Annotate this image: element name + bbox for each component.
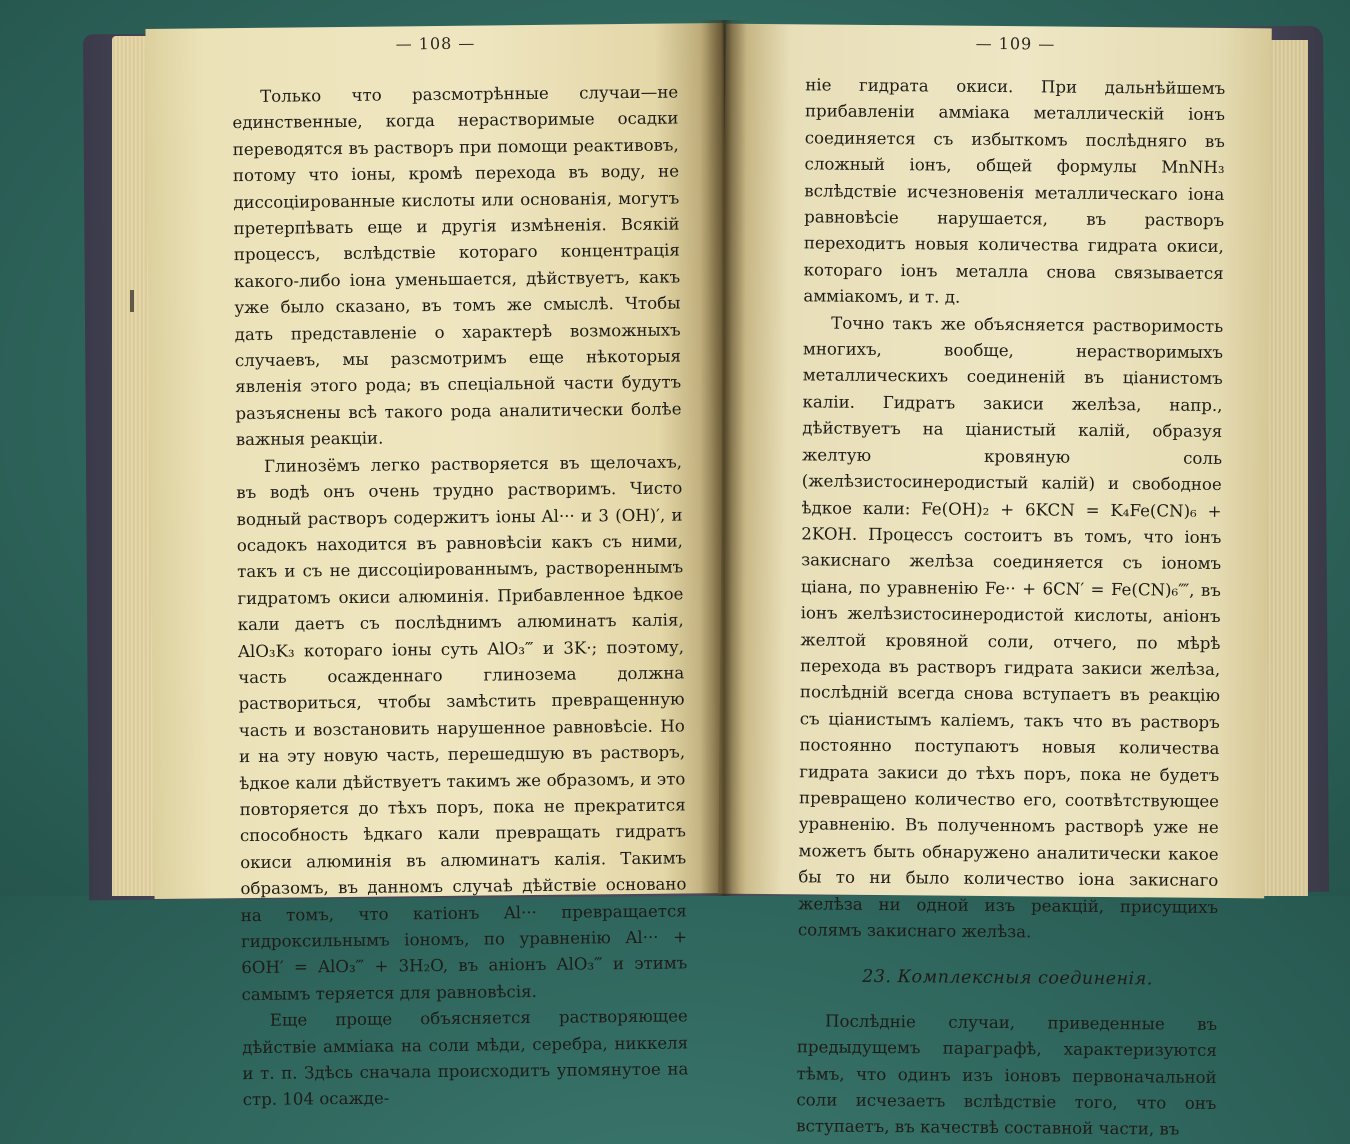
right-paragraph-1: ніе гидрата окиси. При дальнѣйшемъ прибавленіи аммiака металлическій іонъ соединяется съ избыткомъ послѣдняго въ сложный іонъ, общей формулы MnNH₃ вслѣдствіе исчезновенія металлическаго іона равновѣсіе нарушается, въ растворъ переходитъ новыя количества гидрата окиси, котораго іонъ металла снова связывается аммiакомъ, и т. д. [803, 75, 1226, 307]
left-paragraph-3: Еще проще объясняется растворяющее дѣйствіе аммiака на соли мѣди, серебра, никкеля и т. п. Здѣсь сначала происходитъ упомянутое на стр. 104 осажде- [242, 1006, 689, 1110]
right-paragraph-3: Послѣдніе случаи, приведенные въ предыдущемъ параграфѣ, характеризуются тѣмъ, что одинъ изъ іоновъ первоначальной соли исчезаетъ вслѣдствіе того, что онъ вступаетъ, въ качествѣ составной части, въ [796, 1011, 1218, 1140]
margin-mark [130, 290, 134, 312]
left-page-text [232, 79, 689, 1113]
left-page [145, 23, 732, 1110]
right-paragraph-2: Точно такъ же объясняется растворимость многихъ, вообще, нерастворимыхъ металлическихъ соединеній въ ціанистомъ калiи. Гидратъ закиси желѣза, напр., дѣйствуетъ на ціанистый калій, образуя желтую кровяную соль (желѣзистосинеродистый калій) и свободное ѣдкое кали: Fe(OH)₂ + 6KCN = K₄Fe(CN)₆ + 2KOH. Процессъ состоитъ въ томъ, что іонъ закиснаго желѣза соединяется съ іономъ ціана, по уравненію Fe·· + 6CN′ = Fe(CN)₆⁗, въ іонъ желѣзистосинеродистой кислоты, аніонъ желтой кровяной соли, отчего, по мѣрѣ перехода въ растворъ гидрата закиси желѣза, послѣдній всегда снова вступаетъ въ реакцію съ ціанистымъ каліемъ, такъ что въ растворъ постоянно поступаютъ новыя количества гидрата закиси до тѣхъ поръ, пока не будетъ превращено количество его, соотвѣтствующее уравненію. Въ полученномъ растворѣ уже не можетъ быть обнаружено аналитически какое бы то ни было количество іона закиснаго желѣза ни одной изъ реакцій, присущихъ солямъ закиснаго желѣза. [797, 313, 1224, 942]
right-page-number: — 109 — [975, 33, 1056, 54]
left-paragraph-1: Только что разсмотрѣнные случаи—не единственные, когда нерастворимые осадки переводятся въ растворъ при помощи реактивовъ, потому что іоны, кромѣ перехода въ воду, не диссоціированные кислоты или основанія, могутъ претерпѣвать еще и другія измѣненія. Всякій процессъ, вслѣдствіе котораго концентрація какого-либо іона уменьшается, дѣйствуетъ, какъ уже было сказано, въ томъ же смыслѣ. Чтобы дать представленіе о характерѣ возможныхъ случаевъ, мы разсмотримъ еще нѣкоторыя явленія этого рода; въ спеціальной части будутъ разъяснены всѣ такого рода аналитически болѣе важныя реакціи. [232, 82, 682, 450]
section-heading: 23. Комплексныя соединенія. [862, 967, 1153, 990]
left-page-number: — 108 — [395, 33, 476, 54]
right-page [718, 24, 1272, 1140]
right-page-text [796, 72, 1225, 1143]
left-paragraph-2: Глинозёмъ легко растворяется въ щелочахъ, въ водѣ онъ очень трудно растворимъ. Чисто водный растворъ содержитъ іоны Al··· и 3 (OH)′, и осадокъ находится въ равновѣсіи какъ съ ними, такъ и съ не диссоціированнымъ, раствореннымъ гидратомъ окиси алюминія. Прибавленное ѣдкое кали даетъ съ послѣднимъ алюминатъ калія, AlO₃K₃ котораго іоны суть AlO₃‴ и 3K·; поэтому, часть осажденнаго глинозема должна раствориться, чтобы замѣстить превращенную часть и возстановить нарушенное равновѣсіе. Но и на эту новую часть, перешедшую въ растворъ, ѣдкое кали дѣйствуетъ такимъ же образомъ, и это повторяется до тѣхъ поръ, пока не прекратится способность ѣдкаго кали превращать гидратъ окиси алюминія въ алюминатъ калія. Такимъ образомъ, въ данномъ случаѣ дѣйствіе основано на томъ, что катіонъ Al··· превращается гидроксильнымъ іономъ, по уравненію Al··· + 6OH′ = AlO₃‴ + 3H₂O, въ аніонъ AlO₃‴ и этимъ самымъ теряется для равновѣсія. [236, 452, 688, 1004]
